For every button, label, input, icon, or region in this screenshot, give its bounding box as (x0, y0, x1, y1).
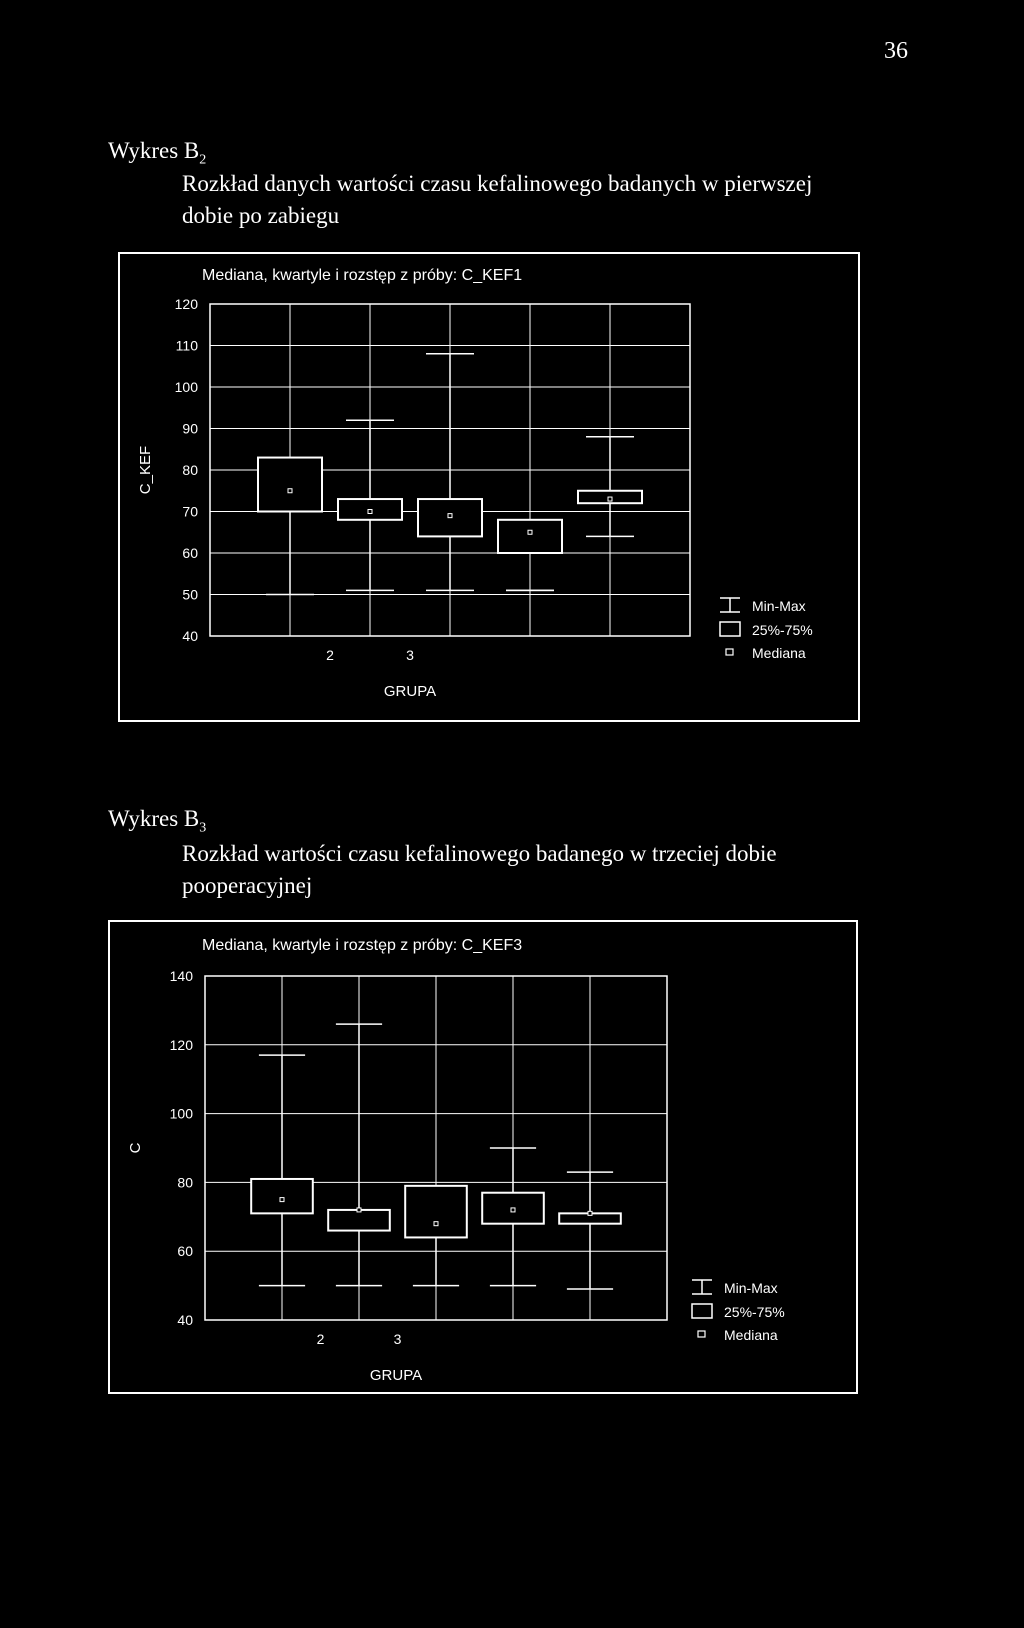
quartile-box (498, 520, 562, 553)
legend-minmax-label: Min-Max (752, 598, 806, 614)
figure-label-main: Wykres B (108, 138, 200, 163)
figure-caption-line: dobie po zabiegu (182, 203, 340, 228)
y-axis-label: C_KEF (137, 445, 154, 495)
legend-median-label: Mediana (724, 1327, 778, 1343)
chart-frame (108, 920, 858, 1394)
legend-box-label: 25%-75% (724, 1304, 785, 1320)
legend-box-icon (720, 622, 740, 636)
figure-label (108, 806, 206, 837)
median-marker (588, 1211, 592, 1215)
y-tick-label: 60 (177, 1243, 193, 1260)
y-tick-label: 40 (182, 628, 198, 644)
quartile-box (328, 1210, 390, 1231)
median-marker (368, 510, 372, 514)
figure-caption-line: Rozkład wartości czasu kefalinowego badanego w trzeciej dobie (182, 841, 777, 866)
figure-caption (182, 838, 882, 902)
figure-caption-line: pooperacyjnej (182, 873, 313, 898)
x-tick-label: 3 (406, 647, 414, 663)
quartile-box (405, 1186, 467, 1238)
figure-caption-line: Rozkład danych wartości czasu kefalinowego badanych w pierwszej (182, 171, 813, 196)
median-marker (448, 514, 452, 518)
legend-median-icon (726, 649, 733, 655)
x-axis-label: GRUPA (369, 1367, 423, 1384)
y-tick-label: 120 (169, 1036, 193, 1053)
page-number: 36 (884, 38, 908, 64)
y-axis-label: C (127, 1142, 144, 1154)
median-marker (280, 1198, 284, 1202)
chart-frame (118, 252, 860, 722)
y-tick-label: 90 (182, 420, 198, 437)
chart-title: Mediana, kwartyle i rozstęp z próby: C_KEF3 (202, 937, 523, 954)
y-tick-label: 50 (182, 586, 198, 603)
median-marker (608, 497, 612, 501)
y-tick-label: 140 (169, 968, 193, 984)
legend-minmax-label: Min-Max (724, 1280, 778, 1296)
figure-label-subscript: 3 (199, 820, 207, 836)
x-axis-label: GRUPA (383, 683, 437, 700)
boxplot-chart (110, 922, 856, 1392)
y-tick-label: 110 (175, 337, 198, 354)
figure-caption (182, 168, 882, 232)
median-marker (511, 1208, 515, 1212)
boxplot-chart (120, 254, 858, 720)
legend-box-icon (692, 1304, 712, 1318)
median-marker (288, 489, 292, 493)
y-tick-label: 120 (174, 296, 198, 312)
figure-label-main: Wykres B (108, 806, 200, 831)
legend-box-label: 25%-75% (752, 622, 813, 638)
legend-median-label: Mediana (752, 645, 806, 661)
x-tick-label: 2 (326, 647, 334, 663)
quartile-box (251, 1179, 313, 1213)
chart-title: Mediana, kwartyle i rozstęp z próby: C_KEF1 (202, 267, 523, 284)
median-marker (357, 1208, 361, 1212)
figure-label (108, 138, 206, 169)
y-tick-label: 40 (177, 1312, 193, 1328)
x-tick-label: 3 (393, 1331, 402, 1347)
figure-label-subscript: 2 (199, 152, 207, 168)
y-tick-label: 100 (169, 1105, 193, 1122)
quartile-box (258, 458, 322, 512)
median-marker (528, 530, 532, 534)
legend-median-icon (698, 1331, 705, 1337)
median-marker (434, 1222, 438, 1226)
y-tick-label: 80 (182, 462, 198, 478)
y-tick-label: 70 (182, 503, 198, 520)
y-tick-label: 80 (177, 1174, 193, 1191)
x-tick-label: 2 (316, 1331, 325, 1347)
y-tick-label: 100 (174, 379, 198, 395)
y-tick-label: 60 (182, 545, 198, 561)
